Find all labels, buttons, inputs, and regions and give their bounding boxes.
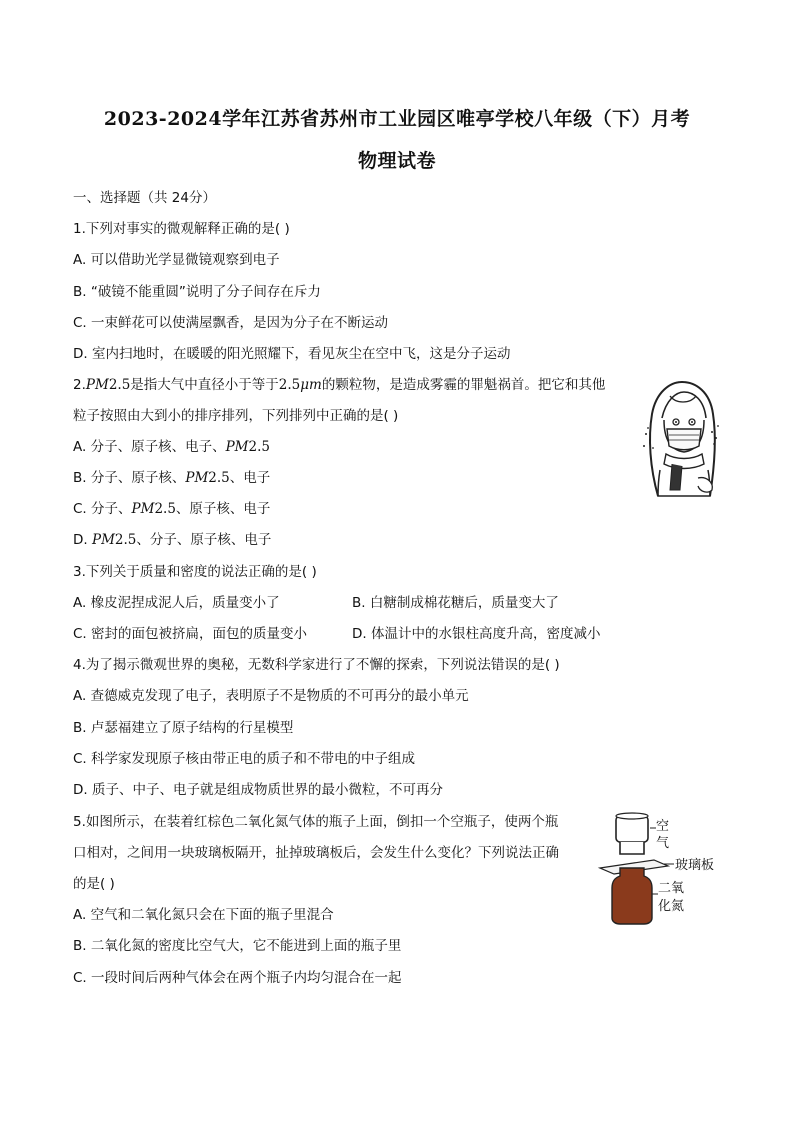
pm-symbol: PM (91, 532, 115, 548)
pm-number: 2.5 (154, 501, 176, 517)
q3-option-d: D. 体温计中的水银柱高度升高，密度减小 (352, 626, 601, 642)
air-bottle (616, 816, 648, 842)
q4-option-a: A. 查德威克发现了电子，表明原子不是物质的不可再分的最小单元 (73, 688, 469, 704)
q2-option-b (73, 466, 270, 486)
q2-option-a (73, 435, 270, 455)
exam-title-line2: 物理试卷 (357, 150, 436, 172)
pm-symbol: PM (131, 501, 155, 517)
micron-unit: μm (300, 377, 322, 393)
q2-option-b-text-a: B. 分子、原子核、 (73, 470, 186, 486)
q4-option-d: D. 质子、中子、电子就是组成物质世界的最小微粒，不可再分 (73, 782, 443, 798)
q5-stem-line1: 5.如图所示，在装着红棕色二氧化氮气体的瓶子上面，倒扣一个空瓶子，使两个瓶 (73, 814, 559, 830)
q2-option-c-text-b: 、原子核、电子 (175, 501, 271, 517)
q1-option-d: D. 室内扫地时，在暖暖的阳光照耀下，看见灰尘在空中飞，这是分子运动 (73, 346, 511, 362)
pm-number: 2.5 (114, 532, 137, 548)
masked-girl-illustration (640, 378, 722, 500)
no2-bottle (612, 868, 652, 924)
q3-option-c: C. 密封的面包被挤扁，面包的质量变小 (73, 626, 308, 642)
q5-option-a: A. 空气和二氧化氮只会在下面的瓶子里混合 (73, 907, 334, 923)
q3-option-b: B. 白糖制成棉花糖后，质量变大了 (352, 595, 559, 611)
q2-stem-a: 是指大气中直径小于等于 (130, 377, 279, 393)
q2-option-c-text-a: C. 分子、 (73, 501, 132, 517)
q4-option-c: C. 科学家发现原子核由带正电的质子和不带电的中子组成 (73, 751, 416, 767)
gas-diffusion-figure (594, 810, 724, 930)
q5-stem-line2: 口相对，之间用一块玻璃板隔开，扯掉玻璃板后，会发生什么变化？下列说法正确 (73, 845, 559, 861)
no2-label-1: 二氧 (658, 881, 685, 896)
pm-symbol: PM (225, 439, 249, 455)
air-label-2: 气 (656, 836, 670, 851)
pm-symbol: PM (85, 377, 109, 393)
pm-number: 2.5 (248, 439, 270, 455)
q2-option-d (73, 528, 271, 548)
section-heading: 一、选择题（共 24分） (73, 190, 216, 206)
pm-number: 2.5 (208, 470, 230, 486)
q5-option-b: B. 二氧化氮的密度比空气大，它不能进到上面的瓶子里 (73, 938, 402, 954)
pm-number: 2.5 (108, 377, 131, 393)
pm-symbol: PM (185, 470, 209, 486)
q2-option-b-text-b: 、电子 (229, 470, 271, 486)
q1-option-c: C. 一束鲜花可以使满屋飘香，是因为分子在不断运动 (73, 315, 389, 331)
q5-option-c: C. 一段时间后两种气体会在两个瓶子内均匀混合在一起 (73, 970, 402, 986)
q2-stem-line2: 粒子按照由大到小的排序排列，下列排列中正确的是( ) (73, 408, 399, 424)
q1-stem: 1.下列对事实的微观解释正确的是( ) (73, 221, 290, 237)
q3-option-a: A. 橡皮泥捏成泥人后，质量变小了 (73, 595, 280, 611)
air-label-1: 空 (656, 819, 670, 834)
q5-stem-line3: 的是( ) (73, 876, 115, 892)
q3-stem: 3.下列关于质量和密度的说法正确的是( ) (73, 564, 317, 580)
q1-option-a: A. 可以借助光学显微镜观察到电子 (73, 252, 280, 268)
glass-plate-label: 玻璃板 (675, 858, 715, 873)
q2-stem-line1 (73, 373, 605, 393)
q2-stem-b: 的颗粒物，是造成雾霾的罪魁祸首。把它和其他 (321, 377, 606, 393)
no2-label-2: 化氮 (658, 899, 685, 914)
q2-option-d-text-a: D. (73, 532, 92, 548)
exam-title-line1: 2023-2024学年江苏省苏州市工业园区唯亭学校八年级（下）月考 (103, 108, 691, 130)
q4-option-b: B. 卢瑟福建立了原子结构的行星模型 (73, 720, 294, 736)
q2-option-d-text-b: 、分子、原子核、电子 (136, 532, 272, 548)
q1-option-b: B. “破镜不能重圆”说明了分子间存在斥力 (73, 284, 321, 300)
q2-option-a-text: A. 分子、原子核、电子、 (73, 439, 226, 455)
q2-number: 2. (73, 377, 86, 393)
particle-size: 2.5 (278, 377, 301, 393)
q2-option-c (73, 497, 270, 517)
q4-stem: 4.为了揭示微观世界的奥秘，无数科学家进行了不懈的探索，下列说法错误的是( ) (73, 657, 560, 673)
